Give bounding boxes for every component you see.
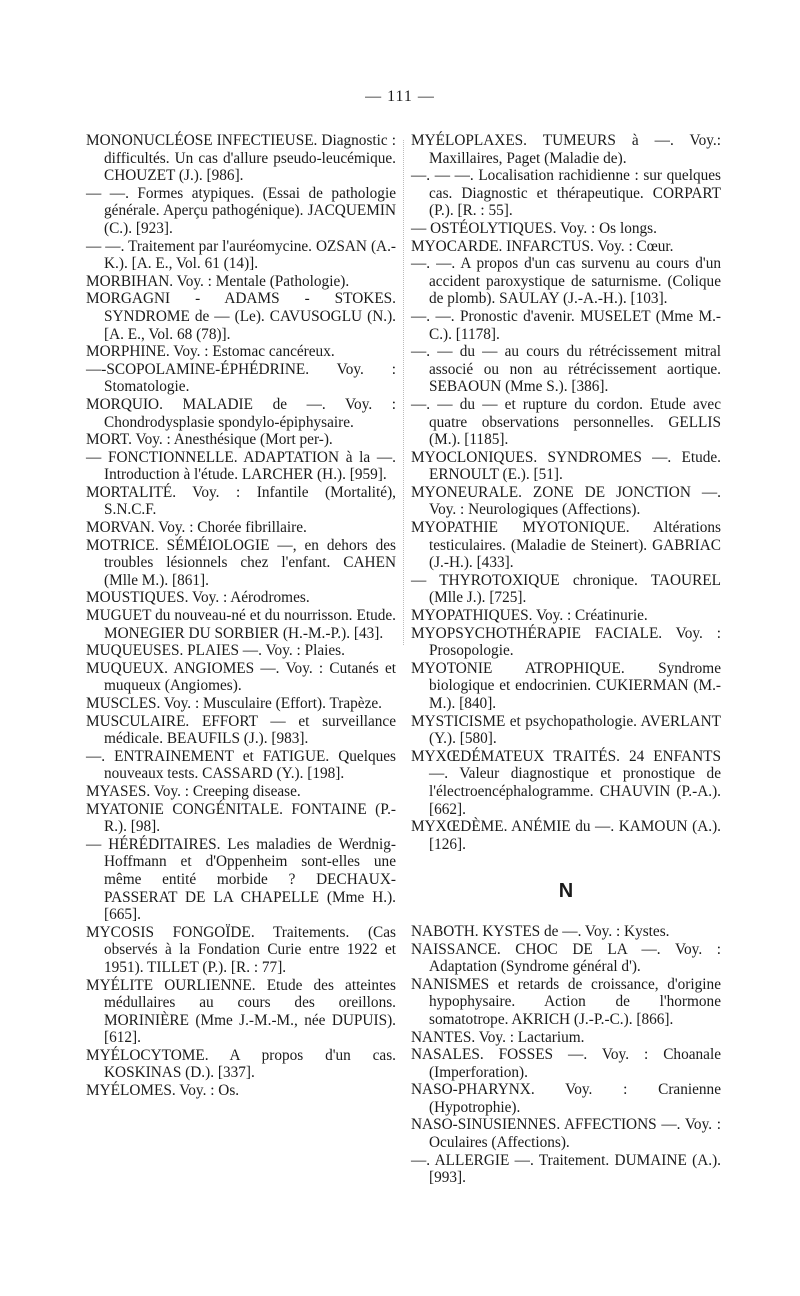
index-entry: — OSTÉOLYTIQUES. Voy. : Os longs. <box>411 219 657 237</box>
index-entry: MORT. Voy. : Anesthésique (Mort per-). <box>86 431 333 449</box>
index-entry: —. —. Pronostic d'avenir. MUSELET (Mme M.-C.). [1178]. <box>411 307 721 343</box>
index-entry: MUQUEUSES. PLAIES —. Voy. : Plaies. <box>86 642 345 660</box>
index-entry: —. — du — et rupture du cordon. Etude avec quatre observations personnelles. GELLIS (M.). [1185]. <box>411 395 721 449</box>
index-entry: MYXŒDÈME. ANÉMIE du —. KAMOUN (A.). [126]. <box>411 818 721 853</box>
index-entry: —. —. A propos d'un cas survenu au cours d'un accident paroxystique de saturnisme. (Colique de plomb). SAULAY (J.-A.-H.). [103]. <box>411 255 721 308</box>
section-letter-heading: N <box>558 880 574 903</box>
index-entry: MORVAN. Voy. : Chorée fibrillaire. <box>86 519 307 537</box>
index-entry: —. — —. Localisation rachidienne : sur quelques cas. Diagnostic et thérapeutique. CORPART (P.). [R. : 55]. <box>411 167 721 220</box>
index-entry: MORTALITÉ. Voy. : Infantile (Mortalité), S.N.C.F. <box>86 483 396 519</box>
index-entry: MOTRICE. SÉMÉIOLOGIE —, en dehors des troubles lésionnels chez l'enfant. CAHEN (Mlle M.). [861]. <box>86 536 396 589</box>
index-entry: MORBIHAN. Voy. : Mentale (Pathologie). <box>86 272 350 290</box>
index-entry: MORQUIO. MALADIE de —. Voy. : Chondrodysplasie spondylo-épiphysaire. <box>86 395 396 431</box>
right-column <box>411 132 721 1187</box>
index-entry: MUQUEUX. ANGIOMES —. Voy. : Cutanés et muqueux (Angiomes). <box>86 659 396 695</box>
index-entry: — THYROTOXIQUE chronique. TAOUREL (Mlle J.). [725]. <box>411 571 721 607</box>
index-entry: NANTES. Voy. : Lactarium. <box>411 1028 585 1046</box>
index-entry: MYCOSIS FONGOÏDE. Traitements. (Cas observés à la Fondation Curie entre 1922 et 1951). TILLET (P.). [R. : 77]. <box>86 923 396 976</box>
left-column <box>86 132 396 1100</box>
index-entry: MYONEURALE. ZONE DE JONCTION —. Voy. : Neurologiques (Affections). <box>411 483 721 519</box>
index-entry: MYÉLOPLAXES. TUMEURS à —. Voy.: Maxillaires, Paget (Maladie de). <box>411 132 721 167</box>
index-entry: NASALES. FOSSES —. Voy. : Choanale (Imperforation). <box>411 1046 721 1081</box>
index-entry: MOUSTIQUES. Voy. : Aérodromes. <box>86 589 310 607</box>
index-entry: MUSCLES. Voy. : Musculaire (Effort). Trapèze. <box>86 695 383 712</box>
column-divider <box>403 140 404 645</box>
index-entry: MONONUCLÉOSE INFECTIEUSE. Diagnostic : difficultés. Un cas d'allure pseudo-leucémique. CHOUZET (J.). [986]. <box>86 132 396 185</box>
index-entry: MYASES. Voy. : Creeping disease. <box>86 782 301 800</box>
index-entry: MYOPATHIQUES. Voy. : Créatinurie. <box>411 607 648 625</box>
index-entry: MORPHINE. Voy. : Estomac cancéreux. <box>86 343 335 361</box>
index-entry: — —. Formes atypiques. (Essai de pathologie générale. Aperçu pathogénique). JACQUEMIN (C.). [923]. <box>86 184 396 237</box>
index-entry: MYOPATHIE MYOTONIQUE. Altérations testiculaires. (Maladie de Steinert). GABRIAC (J.-H.). [433]. <box>411 519 721 572</box>
index-entry: MYOCLONIQUES. SYNDROMES —. Etude. ERNOULT (E.). [51]. <box>411 448 721 484</box>
page-number: — 111 — <box>365 88 435 105</box>
index-entry: MYOCARDE. INFARCTUS. Voy. : Cœur. <box>411 237 674 255</box>
index-entry: MYÉLITE OURLIENNE. Etude des atteintes médullaires au cours des oreillons. MORINIÈRE (Mme J.-M.-M., née DUPUIS). [612]. <box>86 976 396 1047</box>
index-entry: — FONCTIONNELLE. ADAPTATION à la —. Introduction à l'étude. LARCHER (H.). [959]. <box>86 448 396 484</box>
index-entry: MYOTONIE ATROPHIQUE. Syndrome biologique et endocrinien. CUKIERMAN (M.-M.). [840]. <box>411 659 721 712</box>
index-entry: NAISSANCE. CHOC DE LA —. Voy. : Adaptation (Syndrome général d'). <box>411 940 721 976</box>
index-entry: NASO-PHARYNX. Voy. : Cranienne (Hypotrophie). <box>411 1081 721 1116</box>
index-entry: —-SCOPOLAMINE-ÉPHÉDRINE. Voy. : Stomatologie. <box>86 360 396 396</box>
index-entry: —. — du — au cours du rétrécissement mitral associé ou non au rétrécissement aortique. SEBAOUN (Mme S.). [386]. <box>411 343 721 396</box>
index-entry: — HÉRÉDITAIRES. Les maladies de Werdnig-Hoffmann et d'Oppenheim sont-elles une même entité morbide ? DECHAUX-PASSERAT DE LA CHAPELLE (Mme H.). [665]. <box>86 835 396 924</box>
index-entry: MUSCULAIRE. EFFORT — et surveillance médicale. BEAUFILS (J.). [983]. <box>86 712 396 748</box>
index-entry: MYATONIE CONGÉNITALE. FONTAINE (P.-R.). [98]. <box>86 800 396 836</box>
index-entry: MYÉLOMES. Voy. : Os. <box>86 1082 240 1100</box>
index-entry: NABOTH. KYSTES de —. Voy. : Kystes. <box>411 922 670 940</box>
index-entry: MORGAGNI - ADAMS - STOKES. SYNDROME de — (Le). CAVUSOGLU (N.). [A. E., Vol. 68 (78)]. <box>86 290 396 343</box>
index-entry: MYXŒDÉMATEUX TRAITÉS. 24 ENFANTS —. Valeur diagnostique et pronostique de l'électroencéphalogramme. CHAUVIN (P.-A.). [662]. <box>411 747 721 818</box>
index-entry: MYÉLOCYTOME. A propos d'un cas. KOSKINAS (D.). [337]. <box>86 1046 396 1082</box>
index-entry: MYOPSYCHOTHÉRAPIE FACIALE. Voy. : Prosopologie. <box>411 624 721 660</box>
index-entry: — —. Traitement par l'auréomycine. OZSAN (A.-K.). [A. E., Vol. 61 (14)]. <box>86 237 396 273</box>
index-entry: NASO-SINUSIENNES. AFFECTIONS —. Voy. : Oculaires (Affections). <box>411 1116 721 1152</box>
index-entry: MYSTICISME et psychopathologie. AVERLANT (Y.). [580]. <box>411 712 721 748</box>
index-entry: —. ALLERGIE —. Traitement. DUMAINE (A.). [993]. <box>411 1151 721 1187</box>
index-entry: —. ENTRAINEMENT et FATIGUE. Quelques nouveaux tests. CASSARD (Y.). [198]. <box>86 747 396 783</box>
index-entry: MUGUET du nouveau-né et du nourrisson. Etude. MONEGIER DU SORBIER (H.-M.-P.). [43]. <box>86 607 396 642</box>
index-entry: NANISMES et retards de croissance, d'origine hypophysaire. Action de l'hormone somatotrope. AKRICH (J.-P.-C.). [866]. <box>411 975 721 1028</box>
